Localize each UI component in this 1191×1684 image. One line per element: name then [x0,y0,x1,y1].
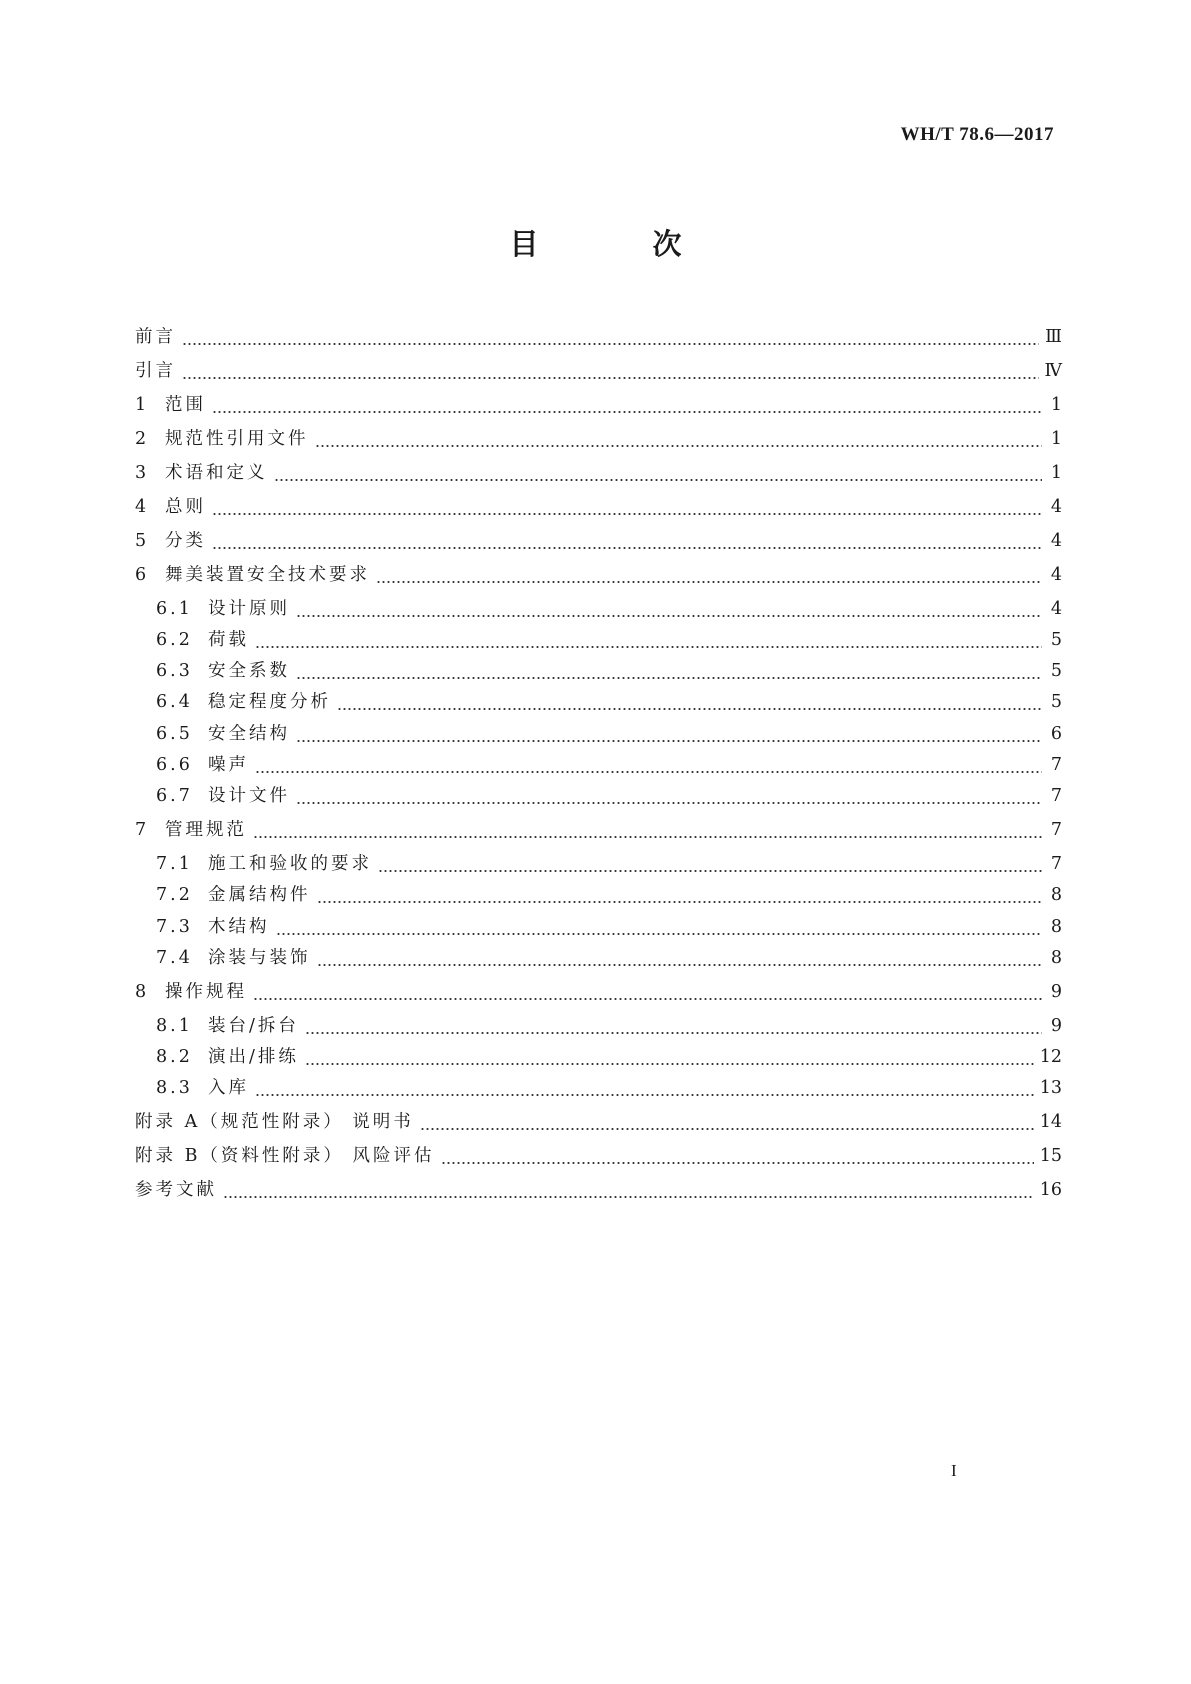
toc-entry-text: 噪声 [208,755,249,775]
toc-entry-page: 1 [1050,429,1062,449]
dot-leader [182,343,1039,345]
toc-entry-6-3[interactable] [156,659,1062,683]
toc-entry-text: 总则 [165,497,206,517]
toc-entry-number: 6.4 [156,692,193,712]
toc-entry-text: 操作规程 [165,982,247,1002]
dot-leader [276,933,1043,935]
toc-entry-6[interactable] [135,563,1062,587]
dot-leader [296,615,1042,617]
toc-entry-text: 术语和定义 [165,463,268,483]
dot-leader [212,411,1042,413]
toc-entry-8-3[interactable] [156,1076,1062,1100]
toc-entry-text: 入库 [208,1078,249,1098]
toc-entry-6-1[interactable] [156,597,1062,621]
toc-entry-bibliography[interactable] [135,1178,1062,1202]
toc-entry-number: 5 [135,531,148,551]
toc-entry-number: 7.2 [156,885,193,905]
page-number: I [951,1461,957,1480]
toc-entry-6-5[interactable] [156,722,1062,746]
dot-leader [255,771,1042,773]
toc-entry-4[interactable] [135,495,1062,519]
toc-entry-page: 9 [1050,982,1062,1002]
toc-entry-page: 5 [1050,630,1062,650]
toc-entry-number: 8 [135,982,148,1002]
toc-entry-text: 安全系数 [208,661,290,681]
toc-entry-text: 分类 [165,531,206,551]
toc-entry-number: 6.1 [156,599,193,619]
dot-leader [305,1063,1034,1065]
toc-entry-page: 4 [1050,531,1062,551]
toc-entry-number: 8.1 [156,1016,193,1036]
toc-entry-number: 6.6 [156,755,193,775]
dot-leader [317,901,1043,903]
toc-entry-6-4[interactable] [156,690,1062,714]
toc-entry-number: 7.4 [156,948,193,968]
toc-entry-page: 7 [1050,854,1062,874]
toc-entry-text: 装台/拆台 [208,1016,299,1036]
dot-leader [253,998,1042,1000]
toc-entry-6-6[interactable] [156,753,1062,777]
toc-entry-text: 范围 [165,395,206,415]
dot-leader [255,646,1042,648]
toc-entry-text: 演出/排练 [208,1047,299,1067]
toc-entry-7-3[interactable] [156,915,1062,939]
toc-entry-text: 管理规范 [165,820,247,840]
toc-entry-3[interactable] [135,461,1062,485]
toc-entry-page: Ⅲ [1045,327,1062,347]
toc-entry-annex-b[interactable] [135,1144,1062,1168]
dot-leader [296,677,1042,679]
toc-entry-number: 7.3 [156,917,193,937]
toc-entry-number: 3 [135,463,148,483]
toc-entry-text: 荷载 [208,630,249,650]
toc-entry-number: 7.1 [156,854,193,874]
toc-entry-number: 8.2 [156,1047,193,1067]
dot-leader [441,1162,1034,1164]
toc-entry-text: 引言 [135,361,176,381]
toc-entry-text: 木结构 [208,917,270,937]
toc-entry-page: 4 [1050,599,1062,619]
toc-entry-text: 参考文献 [135,1180,217,1200]
toc-entry-number: 8.3 [156,1078,193,1098]
toc-entry-text: 附录 B（资料性附录） 风险评估 [135,1146,435,1166]
toc-entry-7-2[interactable] [156,883,1062,907]
toc-entry-5[interactable] [135,529,1062,553]
dot-leader [274,479,1043,481]
toc-entry-page: 15 [1039,1146,1062,1166]
toc-entry-1[interactable] [135,393,1062,417]
dot-leader [305,1032,1042,1034]
toc-entry-8[interactable] [135,980,1062,1004]
toc-entry-page: 5 [1050,692,1062,712]
toc-entry-page: 5 [1050,661,1062,681]
toc-entry-page: Ⅳ [1044,361,1062,381]
toc-entry-number: 2 [135,429,148,449]
toc-entry-annex-a[interactable] [135,1110,1062,1134]
toc-entry-2[interactable] [135,427,1062,451]
toc-entry-page: 1 [1050,463,1062,483]
toc-entry-text: 稳定程度分析 [208,692,331,712]
toc-entry-page: 14 [1039,1112,1062,1132]
dot-leader [376,581,1042,583]
toc-entry-7-4[interactable] [156,946,1062,970]
toc-entry-text: 涂装与装饰 [208,948,311,968]
toc-entry-page: 4 [1050,565,1062,585]
dot-leader [223,1196,1034,1198]
toc-entry-6-7[interactable] [156,784,1062,808]
toc-entry-page: 4 [1050,497,1062,517]
toc-entry-page: 7 [1050,820,1062,840]
page-title: 目 次 [509,227,734,261]
toc-entry-7[interactable] [135,818,1062,842]
toc-entry-page: 8 [1050,948,1062,968]
toc-entry-text: 附录 A（规范性附录） 说明书 [135,1112,414,1132]
dot-leader [182,377,1039,379]
toc-entry-number: 6 [135,565,148,585]
dot-leader [420,1128,1034,1130]
toc-entry-number: 6.7 [156,786,193,806]
toc-entry-7-1[interactable] [156,852,1062,876]
toc-entry-introduction[interactable] [135,359,1062,383]
dot-leader [315,445,1043,447]
toc-entry-page: 6 [1050,724,1062,744]
toc-entry-number: 6.2 [156,630,193,650]
toc-entry-text: 规范性引用文件 [165,429,309,449]
dot-leader [212,513,1042,515]
toc-entry-page: 7 [1050,755,1062,775]
dot-leader [253,836,1042,838]
toc-entry-number: 4 [135,497,148,517]
toc-entry-page: 8 [1050,885,1062,905]
toc-entry-page: 9 [1050,1016,1062,1036]
toc-entry-number: 1 [135,395,148,415]
toc-entry-text: 设计文件 [208,786,290,806]
toc-entry-foreword[interactable] [135,325,1062,349]
toc-entry-text: 设计原则 [208,599,290,619]
dot-leader [337,708,1042,710]
toc-entry-page: 1 [1050,395,1062,415]
toc-entry-number: 7 [135,820,148,840]
toc-entry-number: 6.5 [156,724,193,744]
toc-entry-text: 施工和验收的要求 [208,854,372,874]
toc-entry-8-2[interactable] [156,1045,1062,1069]
toc-entry-page: 7 [1050,786,1062,806]
toc-entry-page: 16 [1039,1180,1062,1200]
toc-entry-8-1[interactable] [156,1014,1062,1038]
toc-entry-page: 12 [1039,1047,1062,1067]
dot-leader [317,964,1043,966]
dot-leader [212,547,1042,549]
dot-leader [255,1094,1034,1096]
toc-entry-text: 舞美装置安全技术要求 [165,565,370,585]
toc-entry-number: 6.3 [156,661,193,681]
toc-entry-page: 8 [1050,917,1062,937]
toc-entry-6-2[interactable] [156,628,1062,652]
toc-entry-text: 金属结构件 [208,885,311,905]
dot-leader [296,740,1042,742]
toc-entry-text: 安全结构 [208,724,290,744]
standard-code: WH/T 78.6—2017 [900,124,1054,145]
toc-entry-text: 前言 [135,327,176,347]
dot-leader [296,802,1042,804]
dot-leader [378,870,1042,872]
toc-entry-page: 13 [1039,1078,1062,1098]
